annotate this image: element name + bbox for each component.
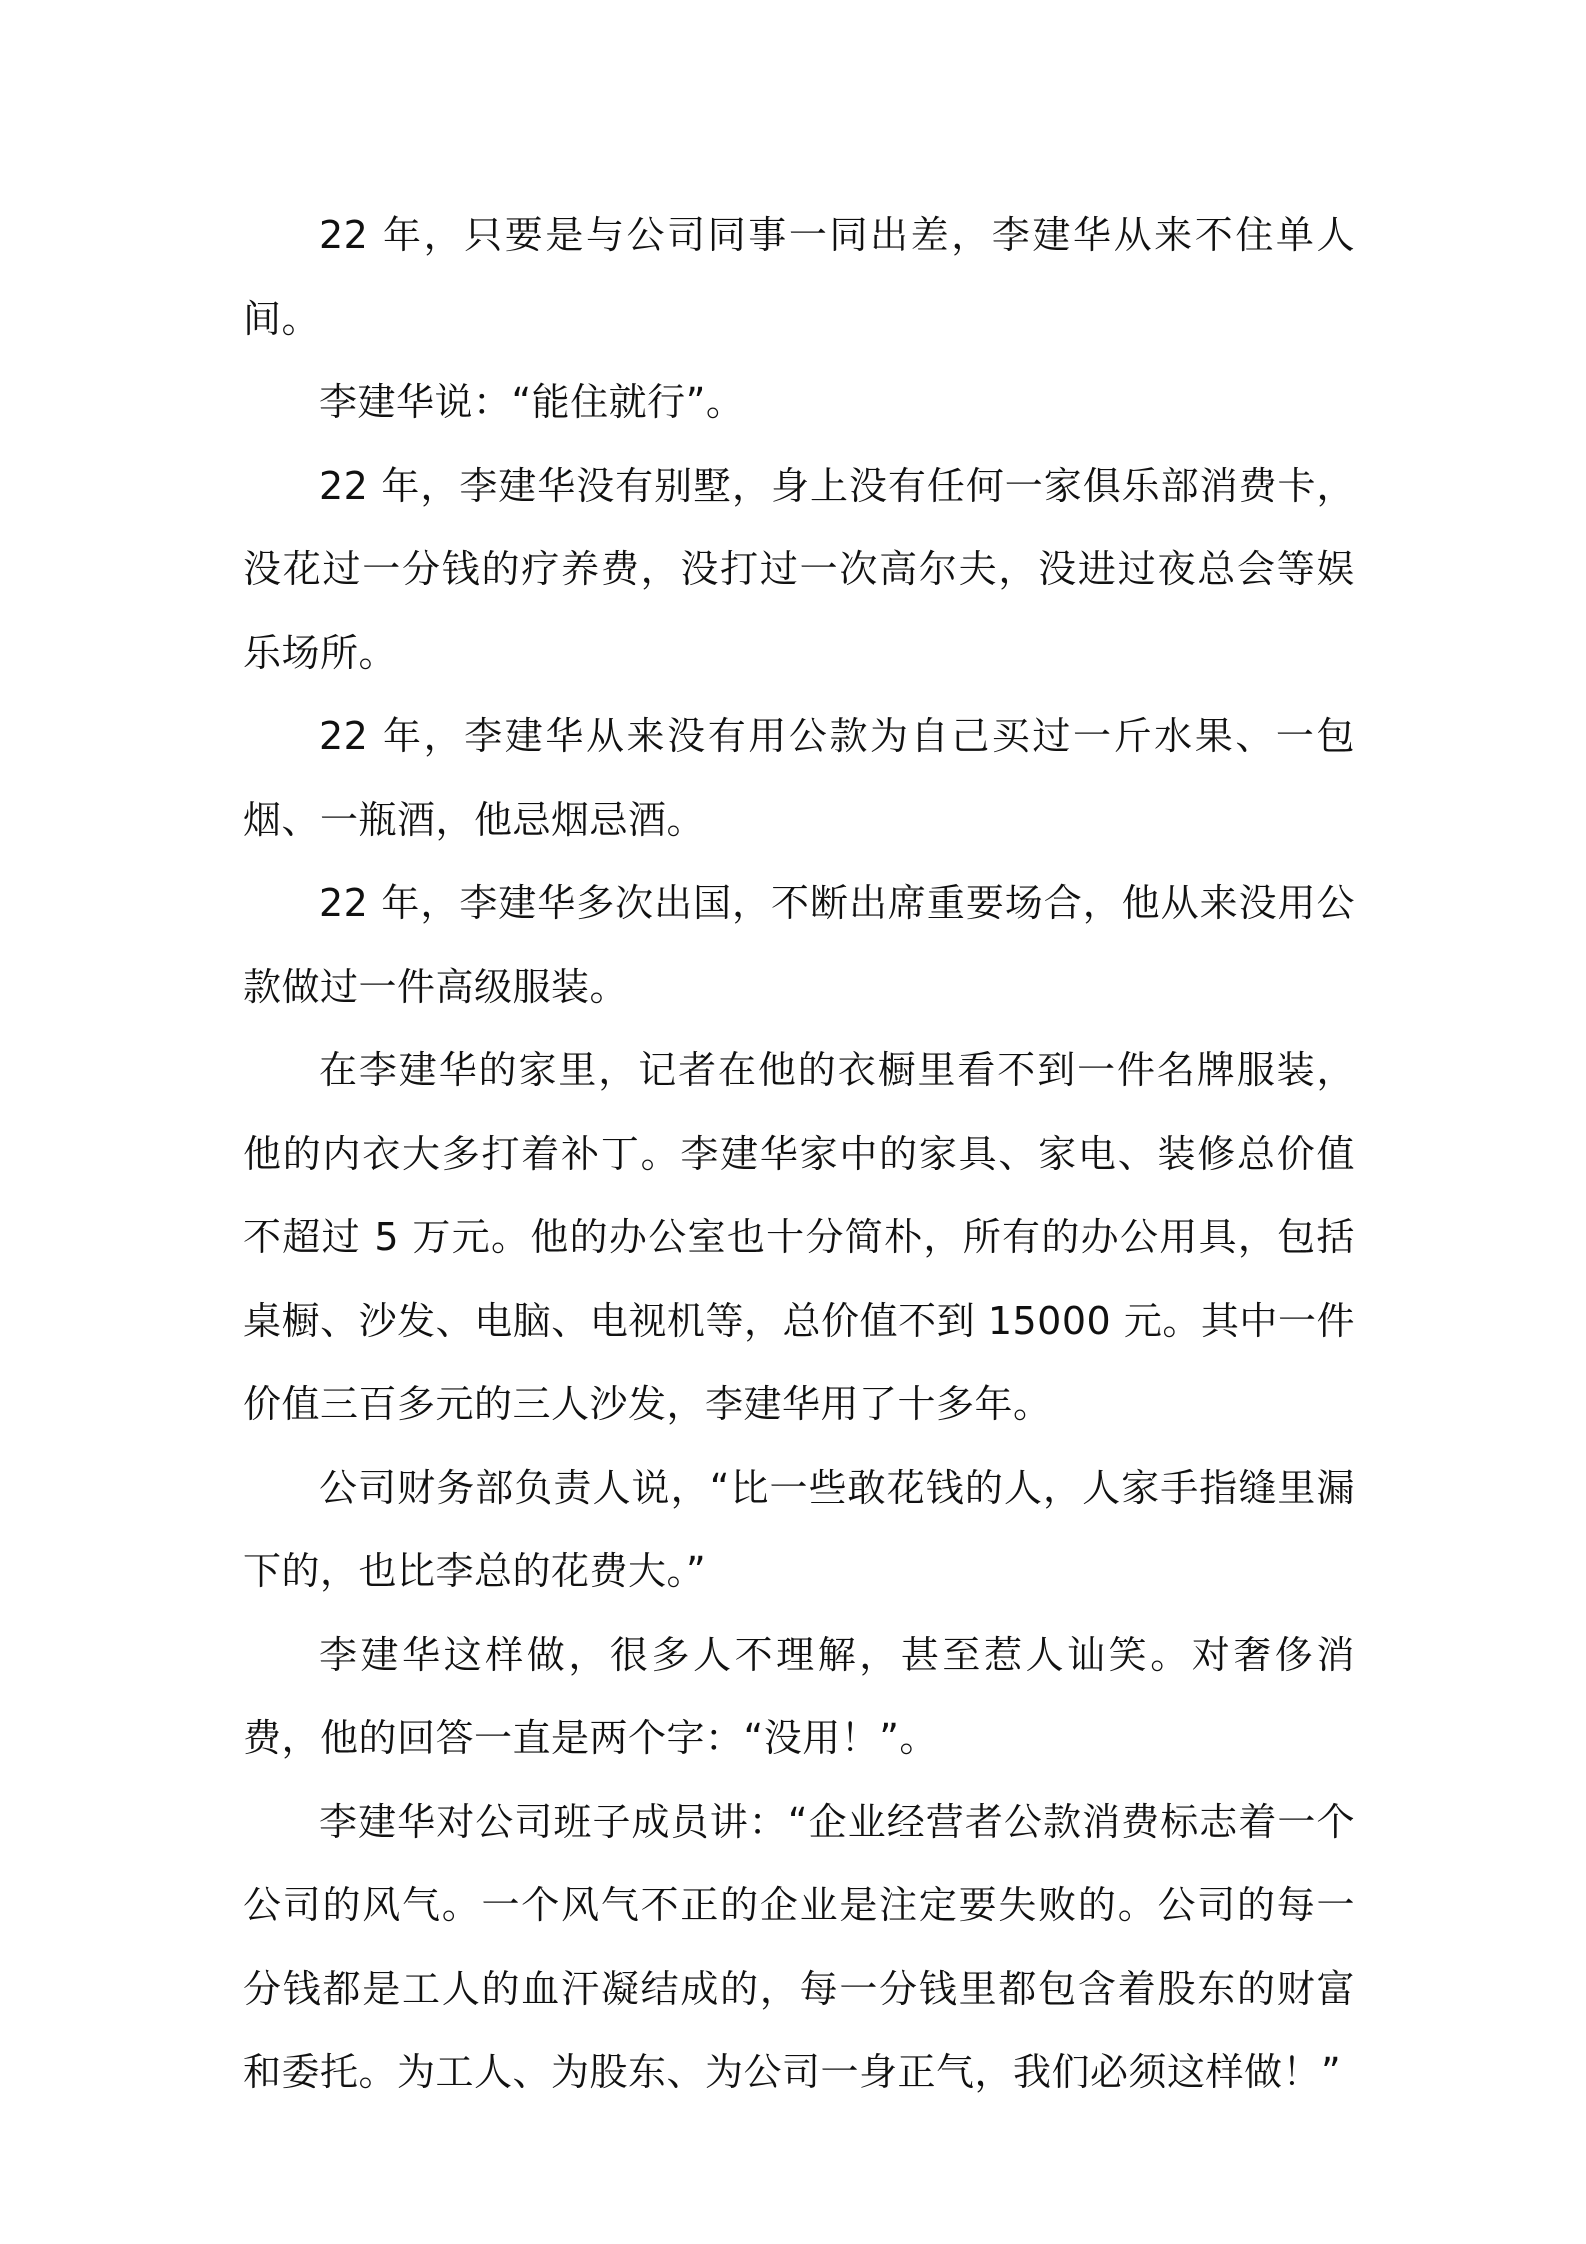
paragraph-8: 李建华这样做，很多人不理解，甚至惹人讪笑。对奢侈消费，他的回答一直是两个字：“没用！”。 [243,1632,1355,1760]
paragraph-1: 22 年，只要是与公司同事一同出差，李建华从来不住单人间。 [243,213,1355,341]
paragraph-2: 李建华说：“能住就行”。 [319,380,745,424]
paragraph-9: 李建华对公司班子成员讲：“企业经营者公款消费标志着一个公司的风气。一个风气不正的企业是注定要失败的。公司的每一分钱都是工人的血汗凝结成的，每一分钱里都包含着股东的财富和委托。为工人、为股东、为公司一身正气，我们必须这样做！” [243,1799,1355,2094]
document-body [243,194,1355,2115]
paragraph-6: 在李建华的家里，记者在他的衣橱里看不到一件名牌服装，他的内衣大多打着补丁。李建华家中的家具、家电、装修总价值不超过 5 万元。他的办公室也十分简朴，所有的办公用具，包括桌橱、沙发、电脑、电视机等，总价值不到 15000 元。其中一件价值三百多元的三人沙发，李建华用了十多年。 [243,1048,1355,1426]
paragraph-3: 22 年，李建华没有别墅，身上没有任何一家俱乐部消费卡，没花过一分钱的疗养费，没打过一次高尔夫，没进过夜总会等娱乐场所。 [243,463,1355,675]
paragraph-5: 22 年，李建华多次出国，不断出席重要场合，他从来没用公款做过一件高级服装。 [243,881,1355,1009]
paragraph-7: 公司财务部负责人说，“比一些敢花钱的人，人家手指缝里漏下的，也比李总的花费大。” [243,1465,1355,1593]
paragraph-4: 22 年，李建华从来没有用公款为自己买过一斤水果、一包烟、一瓶酒，他忌烟忌酒。 [243,714,1355,842]
